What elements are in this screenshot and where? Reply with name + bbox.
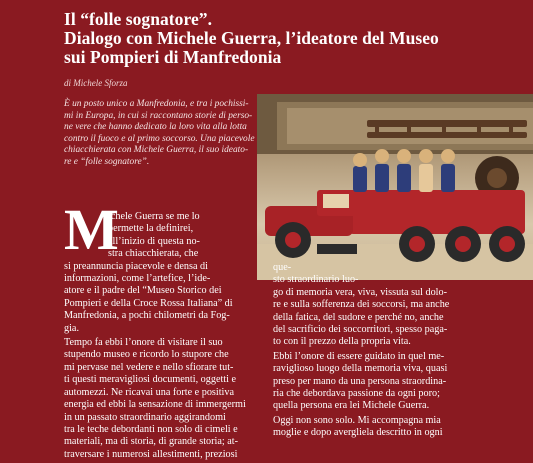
byline: di Michele Sforza (64, 78, 128, 88)
fire-truck-illustration (257, 94, 533, 280)
body-line: Oggi non sono solo. Mi accompagna mia (273, 414, 441, 426)
body-line: in un passato straordinario aggirandomi (64, 411, 226, 423)
lead-line: ne vere che hanno dedicato la loro vita alla lotta (64, 122, 247, 133)
body-line: si preannuncia piacevole e densa di (64, 260, 208, 272)
body-line: Manfredonia, a pochi chilometri da Fog- (64, 310, 230, 322)
paragraph (273, 351, 531, 413)
lead-line: mi in Europa, in cui si raccontano storie di perso- (64, 110, 253, 121)
title-line: Dialogo con Michele Guerra, l’ideatore del Museo (64, 28, 439, 48)
body-line: quella persona era lei Michele Guerra. (273, 400, 430, 412)
body-line: ria che debordava passione da ogni poro; (273, 388, 440, 400)
body-line: Ebbi l’onore di essere guidato in quel me- (273, 350, 445, 362)
body-line: re e sulla sofferenza dei soccorsi, ma anche (273, 299, 450, 311)
paragraph (64, 337, 260, 461)
body-line: mi pervase nel vedere e nello sfiorare tut- (64, 361, 234, 373)
body-line: automezzi. Ne ricavai una forte e positiva (64, 386, 234, 398)
drop-cap: M (64, 197, 119, 262)
body-column-2 (273, 262, 531, 440)
lead-line: È un posto unico a Manfredonia, e tra i pochissi- (64, 99, 249, 109)
body-line: to con il prezzo della propria vita. (273, 336, 411, 348)
fire-truck-photo (257, 94, 533, 280)
article-title (64, 10, 529, 67)
body-line: del sacrificio dei soccorritori, spesso paga- (273, 324, 448, 336)
body-column-1 (64, 211, 260, 461)
body-line: permette la definirei, (108, 223, 194, 235)
body-line: preso per mano da una persona straordina- (273, 375, 447, 387)
lead-line: contro il fuoco e al primo soccorso. Una piacevole (64, 133, 255, 144)
body-line: sto straordinario luo- (273, 274, 359, 286)
paragraph (273, 415, 531, 440)
title-line: sui Pompieri di Manfredonia (64, 47, 282, 67)
body-line: moglie e dopo avergliela descritto in ogni (273, 427, 443, 439)
body-line: tra le teche debordanti non solo di cimeli e (64, 423, 238, 435)
body-line: ichele Guerra se me lo (108, 211, 200, 222)
body-line: Pompieri e della Croce Rossa Italiana” di (64, 297, 233, 309)
body-line: energia ed ebbi la sensazione di immergermi (64, 399, 246, 411)
body-line: della fatica, del sudore e perché no, anche (273, 311, 444, 323)
body-line: que- (273, 262, 292, 273)
body-line: materiali, ma di storia, di grande storia; at- (64, 436, 238, 448)
body-line: gia. (64, 322, 79, 334)
body-line: all’inizio di questa no- (108, 235, 200, 247)
dropcap-wrapped-lines (64, 211, 260, 261)
body-line: stupendo museo e ricordo lo stupore che (64, 349, 229, 361)
body-line: stra chiacchierata, che (108, 248, 199, 260)
body-line: go di memoria vera, viva, vissuta sul dolo- (273, 286, 448, 298)
lead-line: chiacchierata con Michele Guerra, il suo ideato- (64, 145, 249, 156)
lead-paragraph (64, 99, 260, 169)
lead-line: re e “folle sognatore”. (64, 156, 150, 167)
body-line: traversare i numerosi allestimenti, preziosi (64, 448, 238, 460)
body-line: raviglioso luogo della memoria viva, quasi (273, 363, 448, 375)
firefighter-figures (353, 149, 455, 192)
body-line: atore e il padre del “Museo Storico dei (64, 285, 222, 297)
body-line: Tempo fa ebbi l’onore di visitare il suo (64, 337, 223, 349)
body-line: ti questi meravigliosi documenti, oggetti e (64, 374, 237, 386)
body-line: informazioni, come l’artefice, l’ide- (64, 273, 211, 285)
title-line: Il “folle sognatore”. (64, 9, 213, 29)
